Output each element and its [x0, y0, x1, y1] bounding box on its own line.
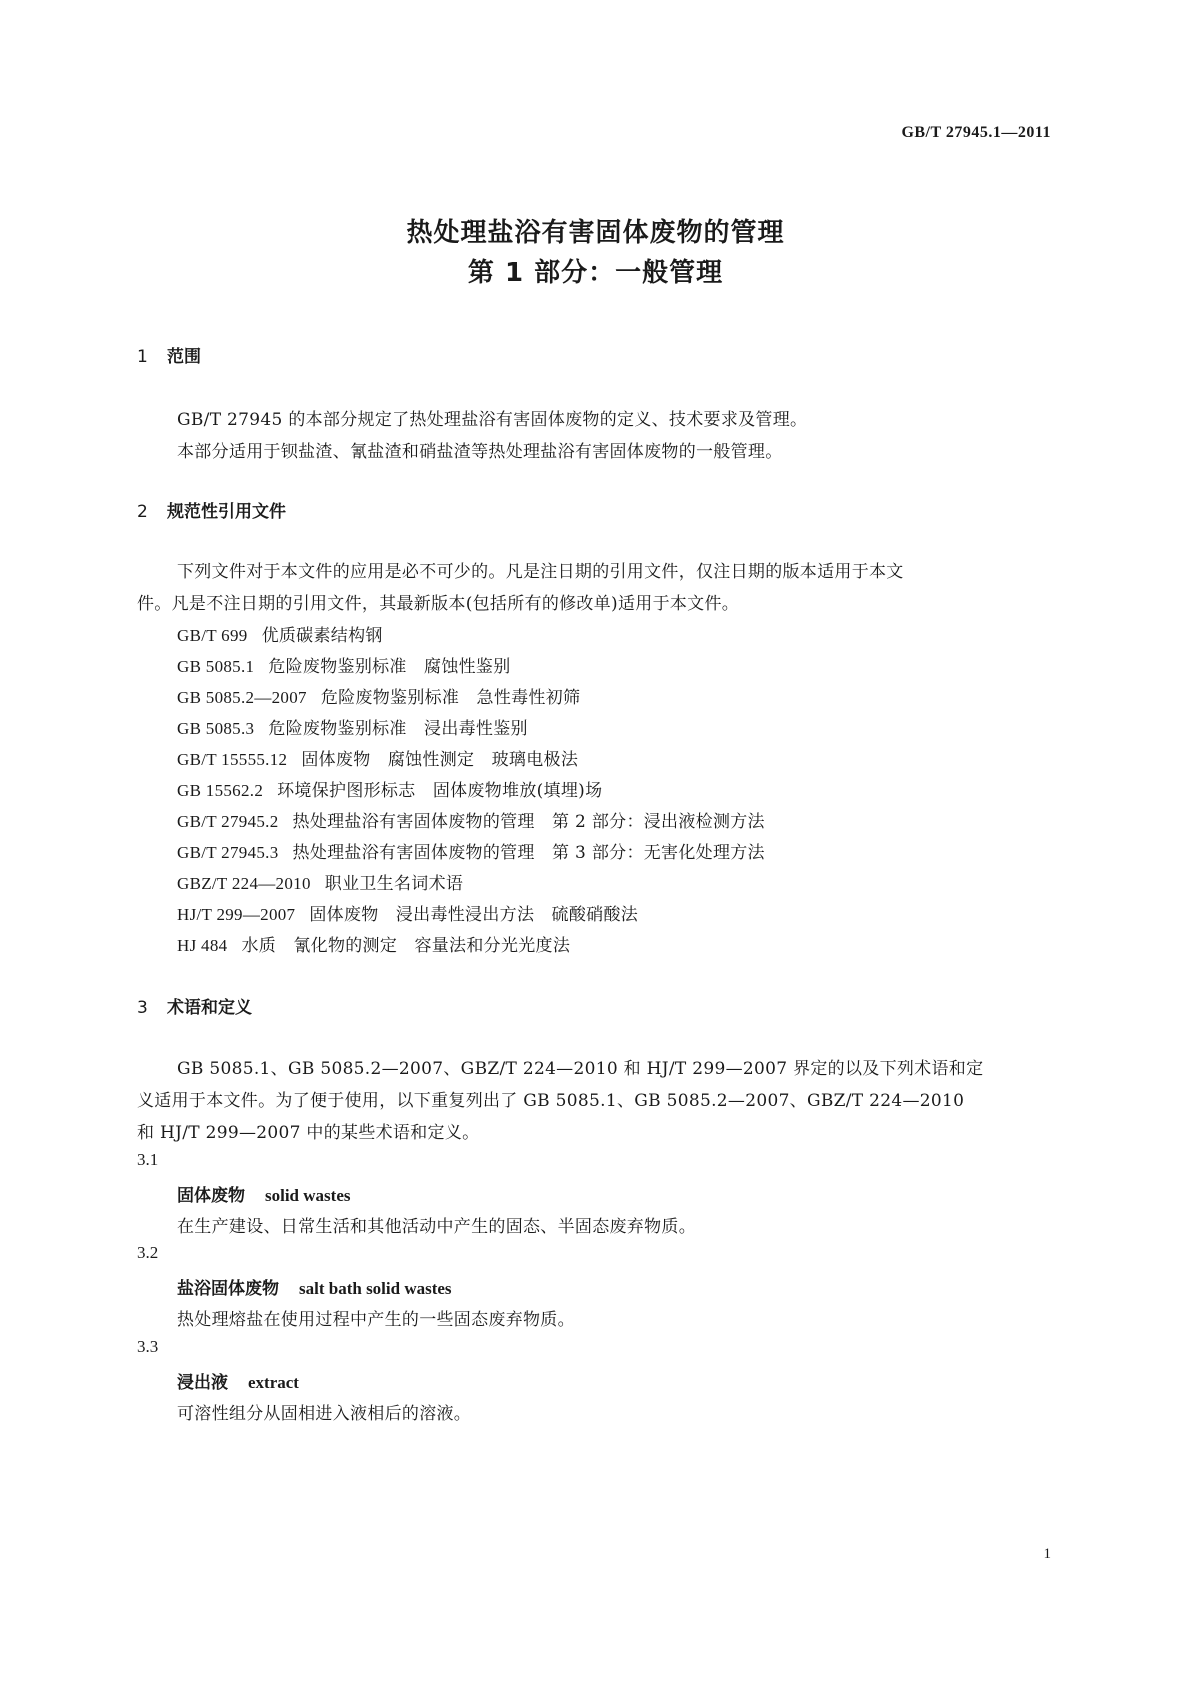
paragraph: 义适用于本文件。为了便于使用，以下重复列出了 GB 5085.1、GB 5085.2—2007、GBZ/T 224—2010: [137, 1091, 965, 1111]
reference-code: HJ 484: [177, 936, 228, 955]
section-number: 2: [137, 502, 148, 522]
reference-item: [177, 683, 580, 708]
term-number: 3.2: [137, 1243, 159, 1262]
reference-item: [177, 900, 638, 925]
term-heading: [177, 1181, 350, 1206]
reference-code: GB/T 27945.2: [177, 812, 279, 831]
term-definition: 在生产建设、日常生活和其他活动中产生的固态、半固态废弃物质。: [177, 1217, 696, 1237]
section-title: 术语和定义: [167, 998, 252, 1018]
reference-code: GB 5085.3: [177, 719, 255, 738]
paragraph: 本部分适用于钡盐渣、氰盐渣和硝盐渣等热处理盐浴有害固体废物的一般管理。: [177, 442, 783, 462]
reference-code: GB/T 15555.12: [177, 750, 288, 769]
reference-code: GB/T 27945.3: [177, 843, 279, 862]
section-number: 1: [137, 347, 148, 367]
reference-code: GB 15562.2: [177, 781, 264, 800]
reference-title: 危险废物鉴别标准 浸出毒性鉴别: [268, 719, 528, 739]
term-en: extract: [248, 1373, 299, 1392]
reference-title: 固体废物 浸出毒性浸出方法 硫酸硝酸法: [309, 905, 639, 925]
reference-code: GB 5085.2—2007: [177, 688, 307, 707]
reference-code: GBZ/T 224—2010: [177, 874, 311, 893]
term-zh: 固体废物: [177, 1186, 245, 1206]
reference-title: 危险废物鉴别标准 急性毒性初筛: [320, 688, 581, 708]
reference-title: 热处理盐浴有害固体废物的管理 第 3 部分：无害化处理方法: [292, 843, 765, 863]
reference-code: GB 5085.1: [177, 657, 255, 676]
document-title: 热处理盐浴有害固体废物的管理: [406, 218, 785, 248]
reference-item: [177, 838, 765, 863]
paragraph: GB/T 27945 的本部分规定了热处理盐浴有害固体废物的定义、技术要求及管理。: [177, 410, 808, 430]
paragraph: 下列文件对于本文件的应用是必不可少的。凡是注日期的引用文件，仅注日期的版本适用于本文: [177, 562, 904, 582]
section-heading-scope: [137, 342, 201, 367]
page-number: 1: [1043, 1546, 1051, 1562]
reference-code: HJ/T 299—2007: [177, 905, 296, 924]
section-heading-normative-references: [137, 497, 286, 522]
reference-item: [177, 931, 570, 956]
paragraph: 件。凡是不注日期的引用文件，其最新版本(包括所有的修改单)适用于本文件。: [137, 594, 740, 614]
reference-title: 水质 氰化物的测定 容量法和分光光度法: [241, 936, 571, 956]
reference-item: [177, 776, 602, 801]
reference-title: 优质碳素结构钢: [261, 626, 383, 646]
reference-item: [177, 714, 528, 739]
reference-item: [177, 745, 578, 770]
document-number: GB/T 27945.1—2011: [901, 124, 1051, 141]
term-en: salt bath solid wastes: [299, 1279, 452, 1298]
section-number: 3: [137, 998, 148, 1018]
reference-title: 危险废物鉴别标准 腐蚀性鉴别: [268, 657, 511, 677]
reference-title: 固体废物 腐蚀性测定 玻璃电极法: [301, 750, 579, 770]
section-title: 范围: [167, 347, 201, 367]
reference-title: 职业卫生名词术语: [324, 874, 464, 894]
term-number: 3.3: [137, 1337, 159, 1356]
section-title: 规范性引用文件: [167, 502, 286, 522]
reference-code: GB/T 699: [177, 626, 248, 645]
term-zh: 浸出液: [177, 1373, 228, 1393]
reference-item: [177, 621, 383, 646]
reference-item: [177, 869, 463, 894]
reference-item: [177, 807, 765, 832]
term-heading: [177, 1368, 299, 1393]
reference-title: 热处理盐浴有害固体废物的管理 第 2 部分：浸出液检测方法: [292, 812, 765, 832]
term-definition: 可溶性组分从固相进入液相后的溶液。: [177, 1404, 472, 1424]
term-zh: 盐浴固体废物: [177, 1279, 279, 1299]
paragraph: GB 5085.1、GB 5085.2—2007、GBZ/T 224—2010 和 HJ/T 299—2007 界定的以及下列术语和定: [177, 1059, 984, 1079]
term-number: 3.1: [137, 1150, 159, 1169]
term-heading: [177, 1274, 452, 1299]
reference-item: [177, 652, 511, 677]
document-subtitle: 第 1 部分：一般管理: [467, 258, 724, 288]
paragraph: 和 HJ/T 299—2007 中的某些术语和定义。: [137, 1123, 480, 1143]
term-definition: 热处理熔盐在使用过程中产生的一些固态废弃物质。: [177, 1310, 575, 1330]
section-heading-terms-definitions: [137, 993, 252, 1018]
term-en: solid wastes: [265, 1186, 351, 1205]
reference-title: 环境保护图形标志 固体废物堆放(填埋)场: [277, 781, 603, 801]
